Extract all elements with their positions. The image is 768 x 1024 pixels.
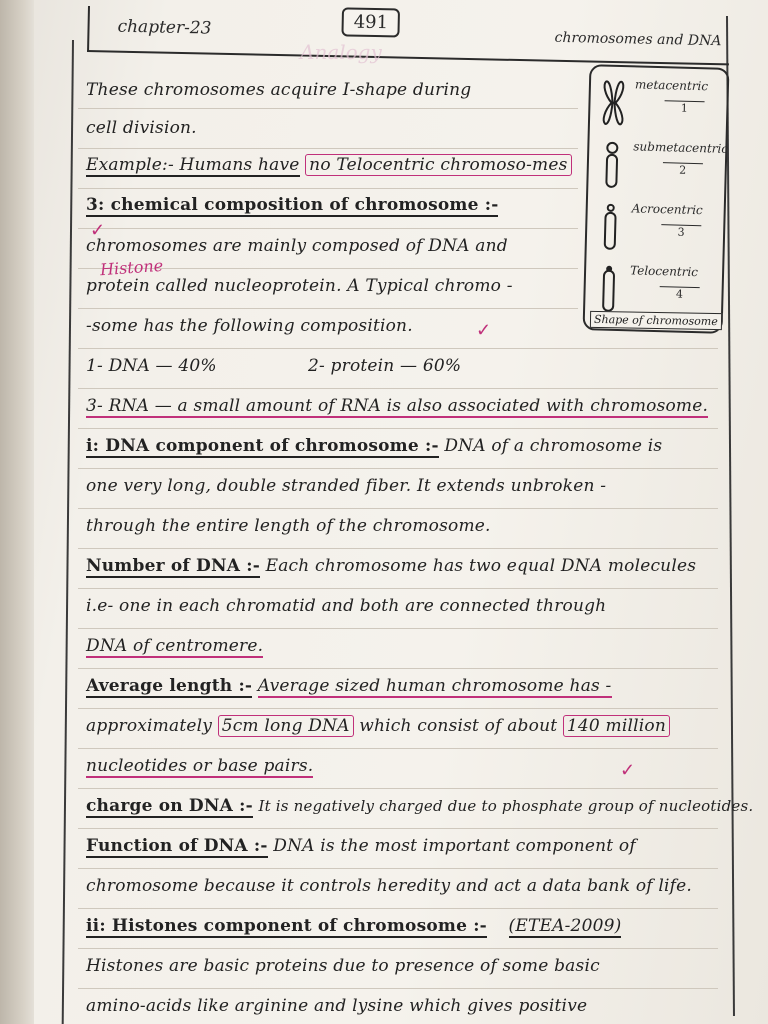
check-mark-icon: ✓ bbox=[620, 760, 636, 781]
ruled-line bbox=[78, 108, 578, 109]
note-line-17 bbox=[86, 716, 670, 736]
rna-text: 3- RNA — a small amount of RNA is also associated with chromosome. bbox=[86, 396, 709, 416]
margin-line bbox=[62, 40, 74, 1024]
check-mark-icon: ✓ bbox=[90, 220, 106, 241]
acrocentric-chromosome-icon bbox=[595, 202, 626, 251]
average-length-text: Average sized human chromosome has - bbox=[257, 676, 612, 696]
etea-reference: (ETEA-2009) bbox=[508, 916, 622, 936]
composition-row bbox=[86, 356, 461, 376]
ruled-line bbox=[78, 148, 578, 149]
composition-protein: 2- protein — 60% bbox=[307, 356, 462, 376]
ruled-line bbox=[78, 628, 718, 629]
check-mark-icon: ✓ bbox=[476, 320, 492, 341]
diagram-item-submetacentric bbox=[588, 136, 729, 196]
example-label: Example:- Humans have bbox=[86, 155, 300, 175]
ruled-line bbox=[78, 348, 718, 349]
composition-dna: 1- DNA — 40% bbox=[86, 356, 217, 376]
function-text: DNA is the most important component of bbox=[273, 836, 636, 856]
ruled-line bbox=[78, 548, 718, 549]
subheading-number-of-dna: Number of DNA :- bbox=[86, 556, 260, 576]
highlight-140-million: 140 million bbox=[563, 715, 670, 737]
consist-text: which consist of about bbox=[359, 716, 558, 736]
note-line-7: -some has the following composition. bbox=[86, 316, 413, 336]
charge-text: It is negatively charged due to phosphate group of nucleotides. bbox=[258, 797, 754, 815]
ruled-line bbox=[78, 988, 718, 989]
faint-show-through-text: Analogy bbox=[300, 40, 382, 64]
diagram-label: Acrocentric bbox=[631, 201, 703, 218]
nucleotides-text: nucleotides or base pairs. bbox=[86, 756, 314, 776]
number-of-dna-text: Each chromosome has two equal DNA molecules bbox=[265, 556, 697, 576]
ruled-line bbox=[78, 308, 578, 309]
ruled-line bbox=[78, 868, 718, 869]
note-line-13 bbox=[86, 556, 696, 576]
note-line-15 bbox=[86, 636, 263, 656]
note-line-10 bbox=[86, 436, 662, 456]
ruled-line bbox=[78, 428, 718, 429]
chromosome-shapes-diagram bbox=[583, 64, 730, 334]
centromere-text: DNA of centromere. bbox=[86, 636, 264, 656]
dna-component-text: DNA of a chromosome is bbox=[444, 436, 663, 456]
diagram-item-metacentric bbox=[590, 74, 727, 134]
diagram-label: metacentric bbox=[634, 77, 709, 94]
note-line-18 bbox=[86, 756, 313, 776]
right-margin-line bbox=[726, 16, 735, 1016]
ruled-line bbox=[78, 908, 718, 909]
note-line-9 bbox=[86, 396, 708, 416]
diagram-caption: Shape of chromosome bbox=[590, 311, 722, 330]
subheading-function-of-dna: Function of DNA :- bbox=[86, 836, 268, 856]
submetacentric-chromosome-icon bbox=[596, 140, 627, 189]
ruled-line bbox=[78, 188, 578, 189]
subheading-average-length: Average length :- bbox=[86, 676, 253, 696]
subheading-dna-component: i: DNA component of chromosome :- bbox=[86, 436, 439, 456]
note-line-22 bbox=[86, 916, 621, 936]
note-line-6: protein called nucleoprotein. A Typical chromo - bbox=[86, 276, 513, 296]
note-line-5: chromosomes are mainly composed of DNA and bbox=[86, 236, 508, 256]
heading-chemical-composition bbox=[86, 195, 498, 215]
highlight-no-telocentric: no Telocentric chromoso-mes bbox=[305, 154, 571, 176]
binding-gutter bbox=[0, 0, 34, 1024]
ruled-line bbox=[78, 388, 718, 389]
subheading-charge-on-dna: charge on DNA :- bbox=[86, 796, 253, 816]
ruled-line bbox=[78, 948, 718, 949]
ruled-line bbox=[78, 748, 718, 749]
note-line-3 bbox=[86, 155, 572, 175]
note-line-2: cell division. bbox=[86, 118, 197, 138]
heading-text: 3: chemical composition of chromosome :- bbox=[86, 195, 499, 215]
diagram-item-acrocentric bbox=[587, 198, 724, 258]
ruled-line bbox=[78, 228, 578, 229]
ruled-line bbox=[78, 508, 718, 509]
metacentric-chromosome-icon bbox=[598, 78, 629, 127]
page-header bbox=[87, 6, 730, 65]
ruled-line bbox=[78, 468, 718, 469]
approximately-text: approximately bbox=[86, 716, 213, 736]
diagram-number: 3 bbox=[661, 224, 701, 239]
ruled-line bbox=[78, 788, 718, 789]
note-line-23: Histones are basic proteins due to presence of some basic bbox=[86, 956, 600, 976]
note-line-21: chromosome because it controls heredity and act a data bank of life. bbox=[86, 876, 692, 896]
note-line-20 bbox=[86, 836, 636, 856]
note-line-19 bbox=[86, 796, 753, 816]
subheading-histones: ii: Histones component of chromosome :- bbox=[86, 916, 487, 936]
diagram-label: submetacentric bbox=[633, 139, 729, 156]
chapter-label: chapter-23 bbox=[117, 16, 212, 39]
telocentric-chromosome-icon bbox=[593, 264, 624, 313]
diagram-number: 1 bbox=[664, 100, 704, 115]
page-topic: chromosomes and DNA bbox=[554, 29, 722, 50]
note-line-1: These chromosomes acquire I-shape during bbox=[86, 80, 472, 100]
diagram-number: 4 bbox=[659, 286, 699, 301]
note-line-16 bbox=[86, 676, 612, 696]
highlight-5cm: 5cm long DNA bbox=[218, 715, 354, 737]
ruled-line bbox=[78, 828, 718, 829]
note-line-14: i.e- one in each chromatid and both are connected through bbox=[86, 596, 607, 616]
diagram-label: Telocentric bbox=[629, 263, 699, 280]
ruled-line bbox=[78, 708, 718, 709]
page-number: 491 bbox=[341, 7, 400, 37]
note-line-12: through the entire length of the chromosome. bbox=[86, 516, 491, 536]
note-line-11: one very long, double stranded fiber. It extends unbroken - bbox=[86, 476, 607, 496]
ruled-line bbox=[78, 668, 718, 669]
handwritten-histone-note: Histone bbox=[99, 255, 164, 280]
ruled-line bbox=[78, 588, 718, 589]
note-line-24: amino-acids like arginine and lysine which gives positive bbox=[86, 996, 588, 1016]
diagram-number: 2 bbox=[663, 162, 703, 177]
